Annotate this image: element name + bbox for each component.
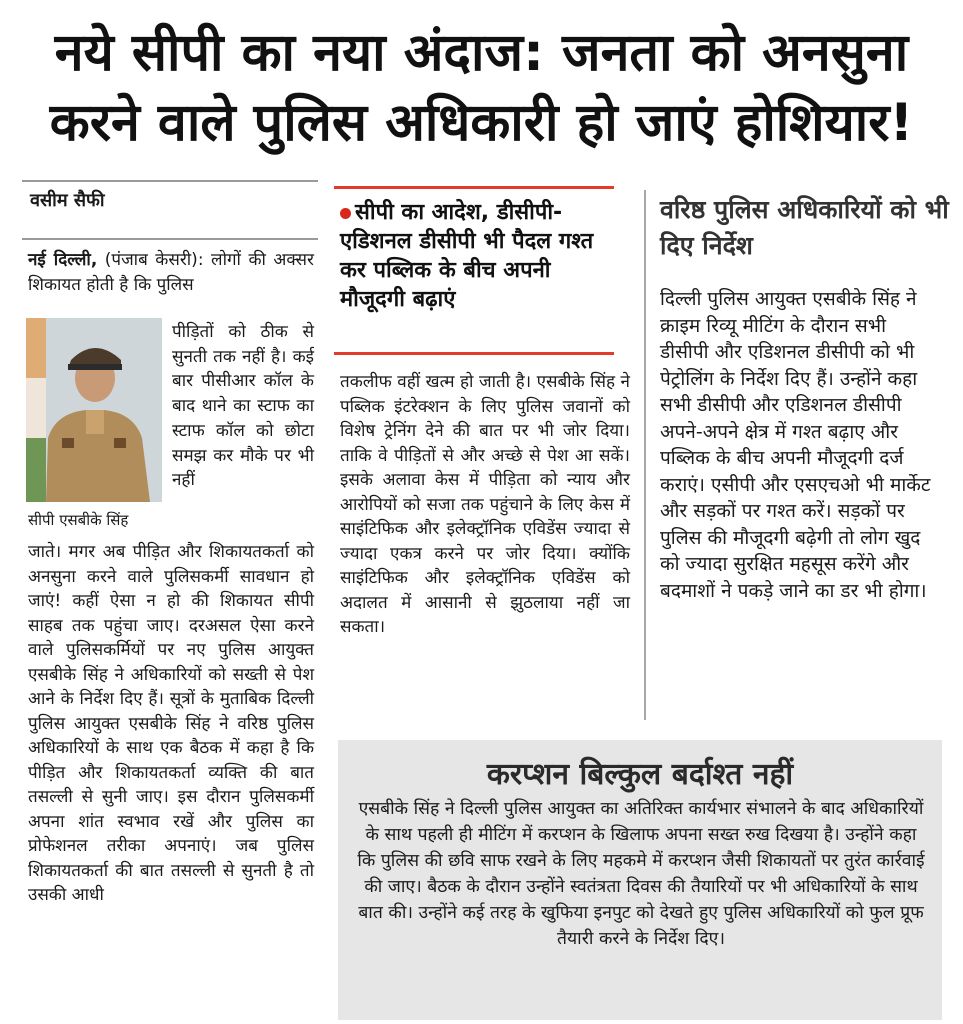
cp-portrait-photo <box>26 318 162 502</box>
column-2-top-red-rule <box>334 186 614 189</box>
intro-text: (पंजाब केसरी): लोगों की अक्सर शिकायत होती है कि पुलिस <box>28 250 314 295</box>
column-1-beside-photo: पीड़ितों को ठीक से सुनती तक नहीं है। कई बार पीसीआर कॉल के बाद थाने का स्टाफ का स्टाफ कॉल को छोटा समझ कर मौके पर भी नहीं <box>172 322 314 491</box>
headline-line-1: नये सीपी का नया अंदाज: जनता को अनसुना <box>54 23 909 83</box>
byline: वसीम सैफी <box>30 190 105 211</box>
headline <box>10 18 953 158</box>
column-1-intro <box>28 248 314 297</box>
byline-rule <box>22 180 318 182</box>
red-bullet-icon <box>340 208 351 219</box>
corruption-box-title: करप्शन बिल्कुल बर्दाश्त नहीं <box>486 757 794 792</box>
photo-caption: सीपी एसबीके सिंह <box>28 511 129 529</box>
column-3-heading: वरिष्ठ पुलिस अधिकारियों को भी दिए निर्देश <box>660 195 949 260</box>
column-2-heading <box>340 198 620 314</box>
column-2-heading-text: सीपी का आदेश, डीसीपी-एडिशनल डीसीपी भी पैदल गश्त कर पब्लिक के बीच अपनी मौजूदगी बढ़ाएं <box>340 200 594 312</box>
column-3-body: दिल्ली पुलिस आयुक्त एसबीके सिंह ने क्राइम रिव्यू मीटिंग के दौरान सभी डीसीपी और एडिशनल डीसीपी को भी पेट्रोलिंग के निर्देश दिए हैं। उन्होंने कहा सभी डीसीपी और एडिशनल डीसीपी अपने-अपने क्षेत्र में गश्त बढ़ाए और पब्लिक के बीच अपनी मौजूदगी दर्ज कराएं। एसीपी और एसएचओ भी मार्केट और सड़कों पर गश्त करें। सड़कों पर पुलिस की मौजूदगी बढ़ेगी तो लोग खुद को ज्यादा सुरक्षित महसूस करेंगे और बदमाशों ने पकड़े जाने का डर भी होगा। <box>660 288 931 602</box>
column-2-bottom-red-rule <box>334 352 614 355</box>
column-divider <box>644 190 646 720</box>
portrait-illustration <box>26 318 162 502</box>
column-1-continued: जाते। मगर अब पीड़ित और शिकायतकर्ता को अनसुना करने वाले पुलिसकर्मी सावधान हो जाएं! कहीं ऐसा न हो की शिकायत सीपी साहब तक पहुंचा जाए। दरअसल ऐसा करने वाले पुलिसकर्मियों पर नए पुलिस आयुक्त एसबीके सिंह ने अधिकारियों को सख्ती से पेश आने के निर्देश दिए हैं। सूत्रों के मुताबिक दिल्ली पुलिस आयुक्त एसबीके सिंह ने वरिष्ठ पुलिस अधिकारियों के साथ एक बैठक में कहा है कि पीड़ित और शिकायतकर्ता व्यक्ति की बात तसल्ली से सुनी जाए। इस दौरान पुलिसकर्मी अपना शांत स्वभाव रखें और पुलिस का प्रोफेशनल तरीका अपनाएं। जब पुलिस शिकायतकर्ता की बात तसल्ली से सुनती है तो उसकी आधी <box>28 542 314 905</box>
dateline: नई दिल्ली, <box>28 250 98 270</box>
column-1-top-rule <box>22 238 318 240</box>
corruption-box-body: एसबीके सिंह ने दिल्ली पुलिस आयुक्त का अतिरिक्त कार्यभार संभालने के बाद अधिकारियों के साथ पहली ही मीटिंग में करप्शन के खिलाफ अपना सख्त रुख दिखया है। उन्होंने कहा कि पुलिस की छवि साफ रखने के लिए महकमे में करप्शन जैसी शिकायतों पर तुरंत कार्रवाई की जाए। बैठक के दौरान उन्होंने स्वतंत्रता दिवस की तैयारियों पर भी अधिकारियों के साथ बात की। उन्होंने कई तरह के खुफिया इनपुट को देखते हुए पुलिस अधिकारियों को फुल प्रूफ तैयारी करने के निर्देश दिए। <box>357 799 925 949</box>
column-2-body: तकलीफ वहीं खत्म हो जाती है। एसबीके सिंह ने पब्लिक इंटरेक्शन के लिए पुलिस जवानों को विशेष ट्रेनिंग देने की बात पर भी जोर दिया। ताकि वे पीड़ितों से और अच्छे से पेश आ सकें। इसके अलावा केस में पीड़िता को न्याय और आरोपियों को सजा तक पहुंचाने के लिए केस में साइंटिफिक और इलेक्ट्रॉनिक एविडेंस ज्यादा से ज्यादा एकत्र करने पर जोर दिया। क्योंकि साइंटिफिक और इलेक्ट्रॉनिक एविडेंस को अदालत में आसानी से झुठलाया नहीं जा सकता। <box>340 372 630 637</box>
headline-line-2: करने वाले पुलिस अधिकारी हो जाएं होशियार! <box>49 93 914 153</box>
